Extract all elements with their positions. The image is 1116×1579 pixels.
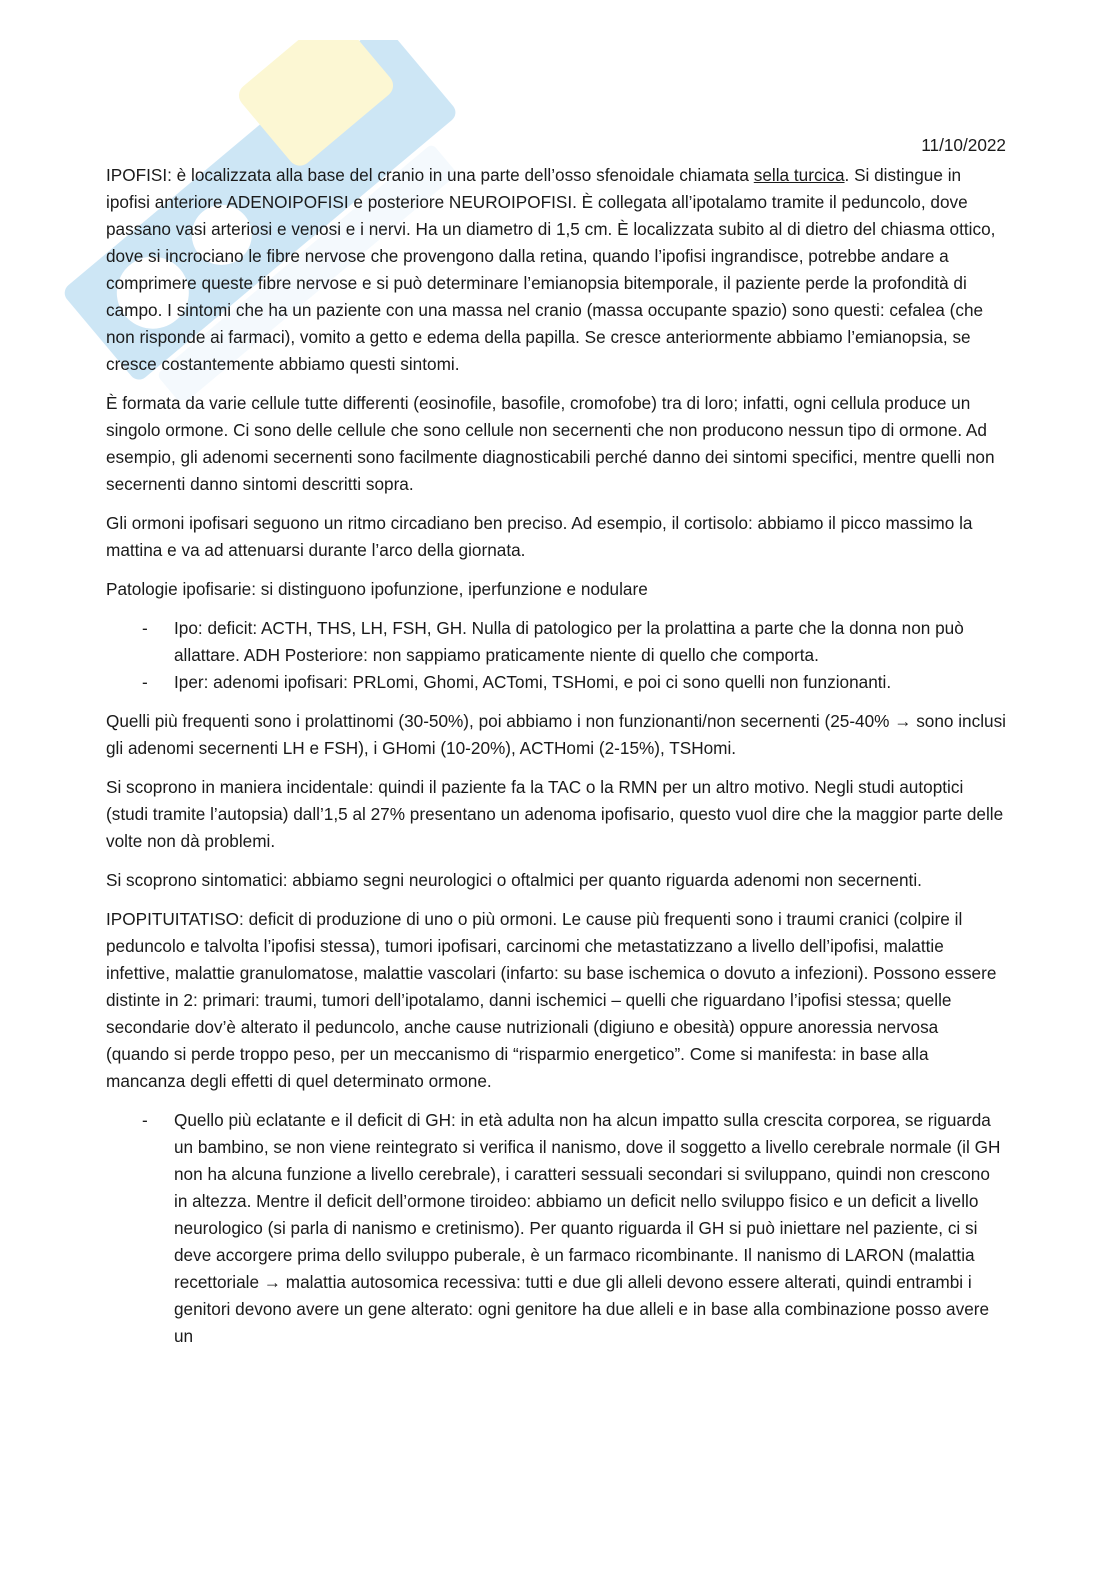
paragraph-ipofisi	[106, 162, 1006, 378]
list-item-iper: - Iper: adenomi ipofisari: PRLomi, Ghomi, ACTomi, TSHomi, e poi ci sono quelli non funzionanti.	[106, 669, 1006, 696]
paragraph-patologie: Patologie ipofisarie: si distinguono ipofunzione, iperfunzione e nodulare	[106, 579, 648, 599]
patologie-list	[106, 615, 1006, 696]
list-item-ipo: - Ipo: deficit: ACTH, THS, LH, FSH, GH. Nulla di patologico per la prolattina a parte che la donna non può allattare. ADH Posteriore: non sappiamo praticamente niente di quello che comporta.	[106, 615, 1006, 669]
document-page	[106, 132, 1006, 1362]
paragraph-ipofisi-start: IPOFISI: è localizzata alla base del cranio in una parte dell’osso sfenoidale chiamata	[106, 165, 754, 185]
paragraph-incidentale: Si scoprono in maniera incidentale: quindi il paziente fa la TAC o la RMN per un altro motivo. Negli studi autoptici (studi tramite l’autopsia) dall’1,5 al 27% presentano un adenoma ipofisario, questo vuol dire che la maggior parte delle volte non dà problemi.	[106, 777, 1004, 851]
document-date: 11/10/2022	[921, 135, 1006, 155]
paragraph-sintomatici: Si scoprono sintomatici: abbiamo segni neurologici o oftalmici per quanto riguarda adenomi non secernenti.	[106, 870, 922, 890]
paragraph-cellule: È formata da varie cellule tutte differenti (eosinofile, basofile, cromofobe) tra di loro; infatti, ogni cellula produce un singolo ormone. Ci sono delle cellule che sono cellule non secernenti che non producono nessun tipo di ormone. Ad esempio, gli adenomi secernenti sono facilmente diagnosticabili perché danno dei sintomi specifici, mentre quelli non secernenti danno sintomi descritti sopra.	[106, 393, 995, 494]
paragraph-ritmo-circadiano: Gli ormoni ipofisari seguono un ritmo circadiano ben preciso. Ad esempio, il cortisolo: abbiamo il picco massimo la mattina e va ad attenuarsi durante l’arco della giornata.	[106, 513, 973, 560]
paragraph-ipopituitarismo: IPOPITUITATISO: deficit di produzione di uno o più ormoni. Le cause più frequenti sono i traumi cranici (colpire il peduncolo e talvolta l’ipofisi stessa), tumori ipofisari, carcinomi che metastatizzano a livello dell’ipofisi, malattie infettive, malattie granulomatose, malattie vascolari (infarto: su base ischemica o dovuto a infezioni). Possono essere distinte in 2: primari: traumi, tumori dell’ipotalamo, danni ischemici – quelli che riguardano l’ipofisi stessa; quelle secondarie dov’è alterato il peduncolo, anche cause nutrizionali (digiuno e obesità) oppure anoressia nervosa (quando si perde troppo peso, per un meccanismo di “risparmio energetico”. Come si manifesta: in base alla mancanza degli effetti di quel determinato ormone.	[106, 909, 997, 1091]
list-item-deficit-gh: - Quello più eclatante e il deficit di GH: in età adulta non ha alcun impatto sulla crescita corporea, se riguarda un bambino, se non viene reintegrato si verifica il nanismo, dove il soggetto a livello cerebrale normale (il GH non ha alcuna funzione a livello cerebrale), i caratteri sessuali secondari si sviluppano, quindi non crescono in altezza. Mentre il deficit dell’ormone tiroideo: abbiamo un deficit nello sviluppo fisico e un deficit a livello neurologico (si parla di nanismo e cretinismo). Per quanto riguarda il GH si può iniettare nel paziente, ci si deve accorgere prima dello sviluppo puberale, è un farmaco ricombinante. Il nanismo di LARON (malattia recettoriale → malattia autosomica recessiva: tutti e due gli alleli devono essere alterati, quindi entrambi i genitori devono avere un gene alterato: ogni genitore ha due alleli e in base alla combinazione posso avere un	[106, 1107, 1006, 1350]
paragraph-frequenze: Quelli più frequenti sono i prolattinomi (30-50%), poi abbiamo i non funzionanti/non secernenti (25-40% → sono inclusi gli adenomi secernenti LH e FSH), i GHomi (10-20%), ACTHomi (2-15%), TSHomi.	[106, 711, 1006, 758]
paragraph-ipofisi-end: . Si distingue in ipofisi anteriore ADENOIPOFISI e posteriore NEUROIPOFISI. È collegata all’ipotalamo tramite il peduncolo, dove passano vasi arteriosi e venosi e i nervi. Ha un diametro di 1,5 cm. È localizzata subito al di dietro del chiasma ottico, dove si incrociano le fibre nervose che provengono dalla retina, quando l’ipofisi ingrandisce, potrebbe andare a comprimere queste fibre nervose e si può determinare l’emianopsia bitemporale, il paziente perde la profondità di campo. I sintomi che ha un paziente con una massa nel cranio (massa occupante spazio) sono questi: cefalea (che non risponde ai farmaci), vomito a getto e edema della papilla. Se cresce anteriormente abbiamo l’emianopsia, se cresce costantemente abbiamo questi sintomi.	[106, 165, 996, 374]
underlined-term-sella-turcica: sella turcica	[753, 165, 845, 185]
deficit-list	[106, 1107, 1006, 1350]
